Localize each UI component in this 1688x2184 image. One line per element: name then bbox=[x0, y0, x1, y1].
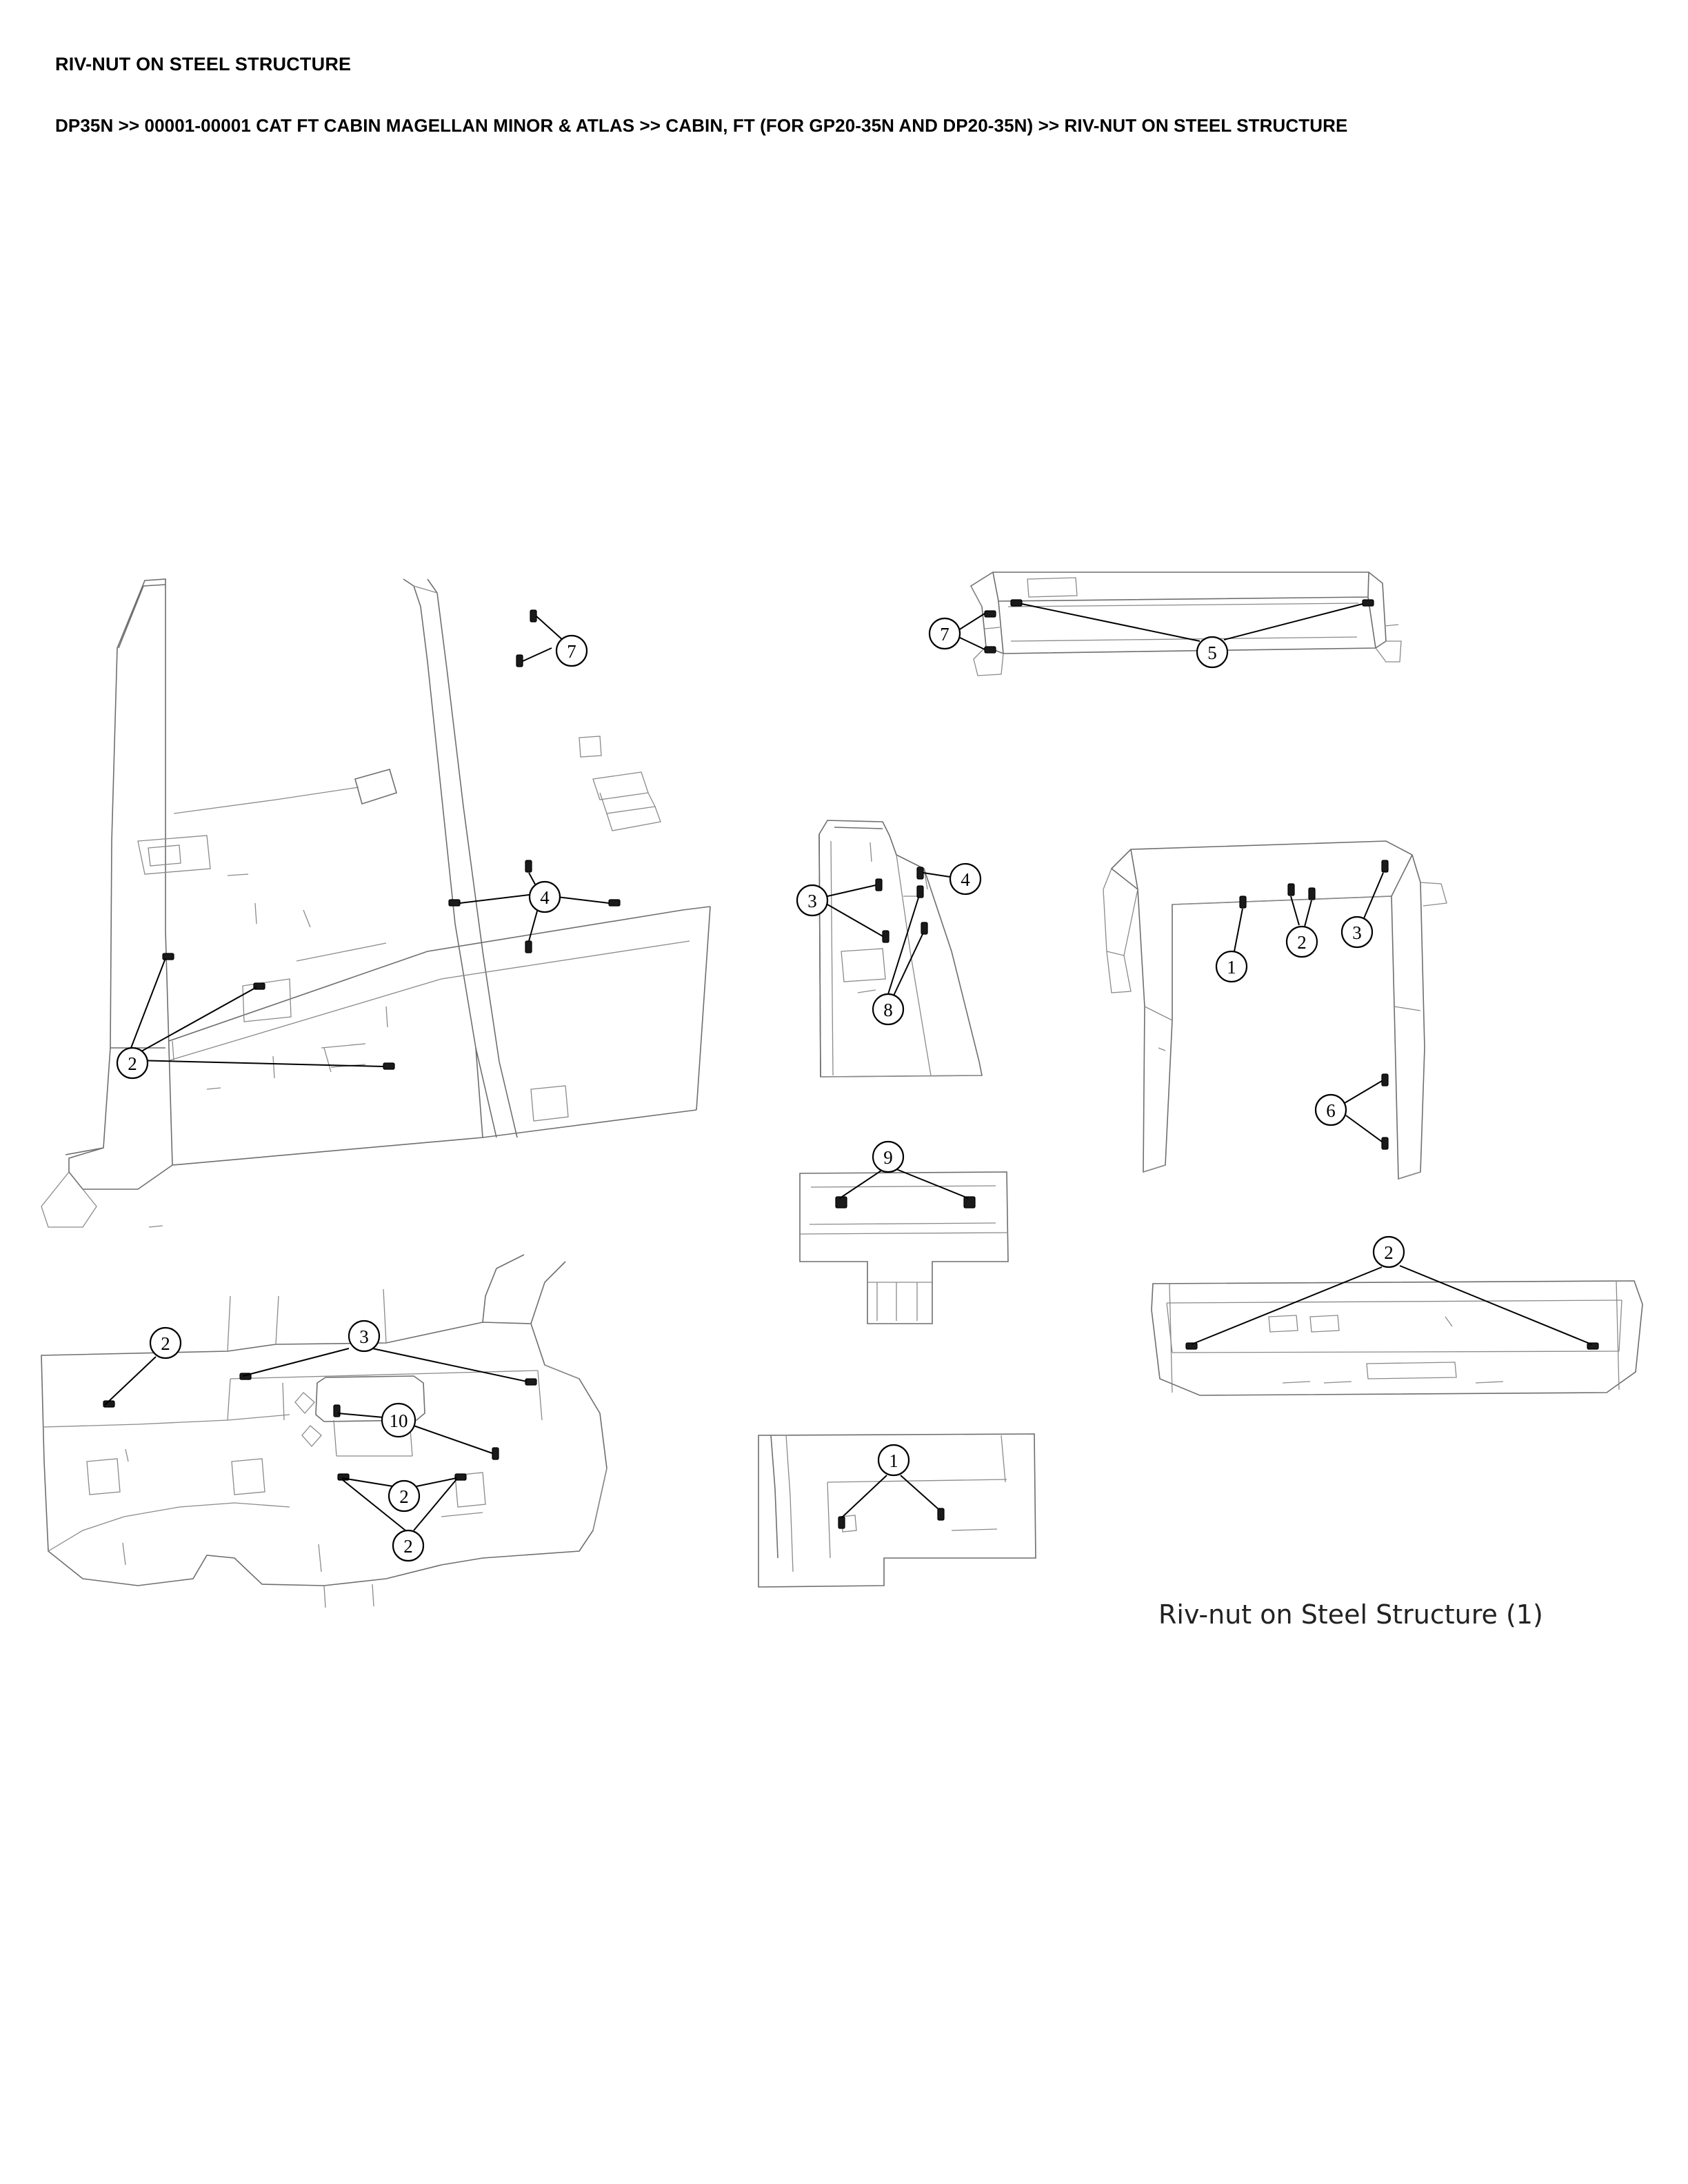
callout-label: 2 bbox=[128, 1053, 137, 1074]
assembly-view-cabin-left bbox=[41, 579, 710, 1227]
callout-3-c bbox=[797, 879, 889, 942]
callout-3-g bbox=[240, 1321, 536, 1385]
callout-label: 2 bbox=[161, 1333, 170, 1354]
callout-label: 7 bbox=[940, 624, 950, 645]
callout-label: 2 bbox=[1297, 932, 1307, 953]
callout-label: 2 bbox=[1384, 1242, 1394, 1263]
callout-label: 1 bbox=[889, 1450, 898, 1471]
diagram-svg bbox=[0, 565, 1688, 1737]
callout-label: 4 bbox=[961, 869, 970, 890]
callout-4-a bbox=[449, 860, 620, 953]
assembly-view-roof-panel bbox=[1152, 1237, 1642, 1395]
page-title: RIV-NUT ON STEEL STRUCTURE bbox=[55, 54, 352, 74]
figure-caption: Riv-nut on Steel Structure (1) bbox=[1158, 1599, 1543, 1630]
callout-9 bbox=[836, 1142, 975, 1208]
callout-6 bbox=[1316, 1074, 1388, 1149]
callout-7-a bbox=[516, 610, 587, 667]
callout-2-d bbox=[1287, 884, 1317, 957]
assembly-view-corner-detail bbox=[758, 1434, 1036, 1587]
exploded-diagram bbox=[0, 565, 1688, 1737]
callout-3-d bbox=[1342, 860, 1388, 947]
callout-label: 3 bbox=[1352, 922, 1362, 943]
callout-5 bbox=[1011, 600, 1374, 667]
callout-label: 3 bbox=[807, 891, 817, 911]
callout-label: 2 bbox=[399, 1486, 409, 1507]
callout-label: 7 bbox=[567, 641, 576, 662]
callout-4-c bbox=[917, 864, 981, 894]
assembly-view-bracket bbox=[797, 820, 982, 1077]
callout-1-h bbox=[838, 1445, 944, 1528]
callout-2-g2 bbox=[338, 1474, 466, 1511]
assembly-view-door-frame bbox=[1103, 841, 1447, 1179]
breadcrumb: DP35N >> 00001-00001 CAT FT CABIN MAGELLAN MINOR & ATLAS >> CABIN, FT (FOR GP20-35N AND DP20-35N) >> RIV-NUT ON STEEL STRUCTURE bbox=[55, 115, 1348, 136]
callout-label: 3 bbox=[359, 1326, 369, 1347]
callout-2-g1 bbox=[103, 1328, 181, 1407]
callout-label: 2 bbox=[403, 1536, 413, 1557]
assembly-view-floor bbox=[41, 1255, 607, 1608]
callout-label: 9 bbox=[883, 1147, 893, 1168]
callout-1-d bbox=[1216, 896, 1247, 982]
callout-label: 6 bbox=[1326, 1100, 1336, 1121]
callout-label: 5 bbox=[1207, 643, 1217, 663]
callout-10 bbox=[334, 1404, 499, 1459]
callout-7-b bbox=[930, 611, 996, 653]
assembly-view-top-rail bbox=[930, 572, 1401, 676]
callout-label: 1 bbox=[1227, 957, 1236, 978]
callout-label: 10 bbox=[389, 1410, 408, 1431]
callout-2-a bbox=[117, 953, 394, 1078]
callout-label: 8 bbox=[883, 1000, 893, 1020]
callout-2-f bbox=[1186, 1237, 1598, 1349]
assembly-view-small-panel bbox=[800, 1142, 1008, 1324]
callout-label: 4 bbox=[540, 887, 550, 908]
